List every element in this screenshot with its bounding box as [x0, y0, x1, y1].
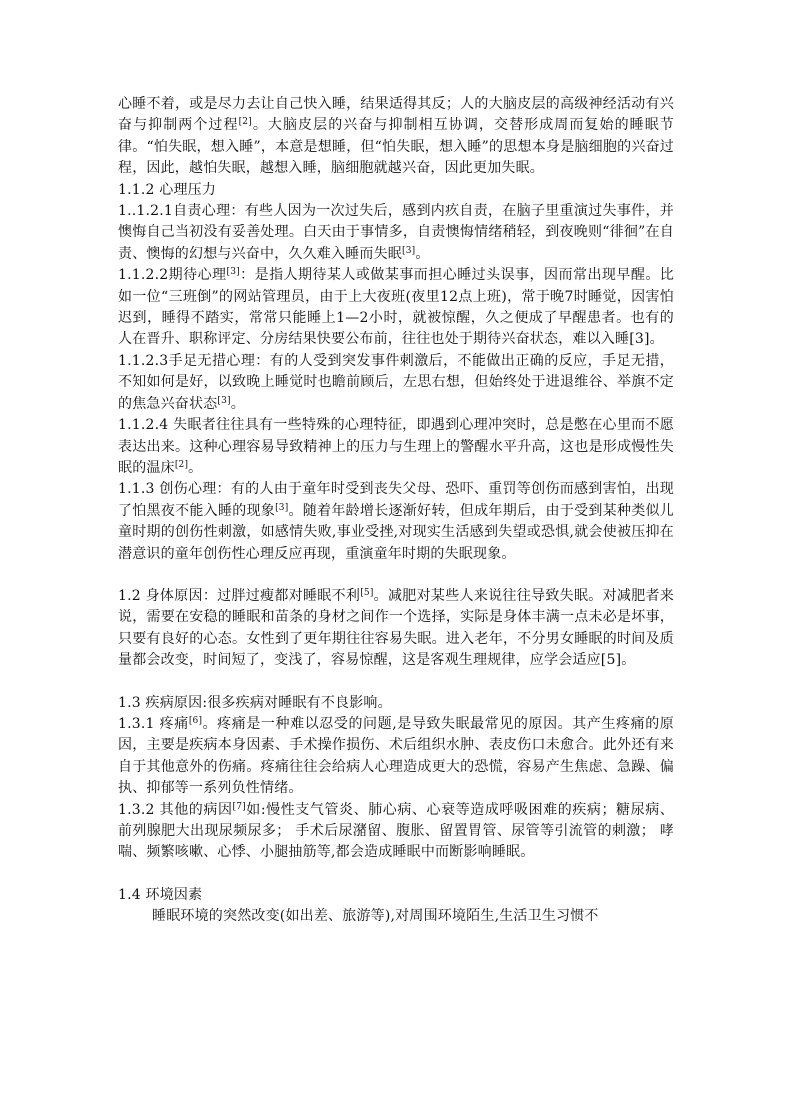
paragraph-text: 1.3.2 其他的病因 [118, 801, 233, 818]
citation-ref: [2] [174, 459, 189, 470]
citation-ref: [3] [402, 245, 416, 256]
citation-ref: [3] [275, 502, 289, 513]
paragraph-text: 1.1.3 创伤心理：有的人由于童年时受到丧失父母、恐吓、重罚等创伤而感到害怕，出现了怕黑夜不能入睡的现象 [118, 481, 674, 519]
paragraph-1-1-2-1 [118, 201, 674, 265]
paragraph-tail: 。疼痛是一种难以忍受的问题,是导致失眠最常见的原因。其产生疼痛的原因，主要是疾病本身因素、手术操作损伤、术后组织水肿、表皮伤口未愈合。此外还有来自于其他意外的伤痛。疼痛往往会给病人心理造成更大的恐慌，容易产生焦虑、急躁、偏执、抑郁等一系列负性情绪。 [118, 715, 674, 797]
paragraph-text: 1.1.2.2期待心理 [118, 267, 227, 284]
paragraph-gap [118, 864, 674, 885]
paragraph-intro [118, 94, 674, 180]
paragraph-tail: 。减肥对某些人来说往往导致失眠。对减肥者来说，需要在安稳的睡眠和苗条的身材之间作一个选择，实际是身体丰满一点未必是坏事，只要有良好的心态。女性到了更年期往往容易失眠。进入老年，不分男女睡眠的时间及质量都会改变，时间短了，变浅了，容易惊醒，这是客观生理规律，应学会适应[5]。 [118, 587, 675, 669]
paragraph-gap [118, 565, 674, 586]
paragraph-gap [118, 672, 674, 693]
paragraph-tail: ：是指人期待某人或做某事而担心睡过头误事，因而常出现早醒。比如一位“三班倒”的网站管理员，由于上大夜班(夜里12点上班)，常于晚7时睡觉，因害怕迟到，睡得不踏实，常常只能睡上1—2小时，就被惊醒，久之便成了早醒患者。也有的人在晋升、职称评定、分房结果快要公布前，往往也处于期待兴奋状态，难以入睡[3]。 [118, 267, 674, 348]
heading-1-3: 1.3 疾病原因:很多疾病对睡眠有不良影响。 [118, 694, 392, 711]
citation-ref: [6] [188, 715, 203, 726]
paragraph-tail: 。 [415, 245, 430, 262]
heading-1-1-2: 1.1.2 心理压力 [118, 181, 217, 198]
paragraph-1-1-2-4 [118, 415, 674, 479]
paragraph-text: 1.2 身体原因：过胖过瘦都对睡眠不利 [118, 587, 361, 604]
citation-ref: [3] [226, 267, 240, 278]
document-page [118, 94, 674, 928]
paragraph-1-4-body: 睡眠环境的突然改变(如出差、旅游等),对周围环境陌生,生活卫生习惯不 [152, 908, 599, 925]
paragraph-1-2 [118, 586, 674, 672]
paragraph-text: 1..1.2.1自责心理：有些人因为一次过失后，感到内疚自责，在脑子里重演过失事件，并懊悔自己当初没有妥善处理。白天由于事情多，自责懊悔情绪稍轻，到夜晚则“徘徊”在自责、懊悔的幻想与兴奋中，久久难入睡而失眠 [118, 203, 674, 262]
paragraph-1-3-1 [118, 714, 674, 800]
paragraph-text: 1.1.2.4 失眠者往往具有一些特殊的心理特征，即遇到心理冲突时，总是憋在心里而不愿表达出来。这种心理容易导致精神上的压力与生理上的警醒水平升高，这也是形成慢性失眠的温床 [118, 417, 674, 476]
paragraph-1-1-3 [118, 479, 674, 565]
paragraph-text: 1.1.2.3手足无措心理：有的人受到突发事件刺激后，不能做出正确的反应，手足无措，不知如何是好，以致晚上睡觉时也瞻前顾后，左思右想，但始终处于进退维谷、举旗不定的焦急兴奋状态 [118, 352, 674, 412]
citation-ref: [5] [360, 587, 374, 598]
paragraph-tail: 。 [188, 459, 203, 476]
heading-1-4: 1.4 环境因素 [118, 886, 203, 903]
paragraph-tail: 。随着年龄增长逐渐好转，但成年期后，由于受到某种类似儿童时期的创伤性刺激，如感情失败,事业受挫,对现实生活感到失望或恐惧,就会使被压抑在潜意识的童年创伤性心理反应再现，重演童年时期的失眠现象。 [118, 502, 674, 562]
paragraph-tail: 。 [230, 395, 245, 412]
paragraph-tail: 如:慢性支气管炎、肺心病、心衰等造成呼吸困难的疾病；糖尿病、前列腺肥大出现尿频尿多； 手术后尿潴留、腹胀、留置胃管、尿管等引流管的刺激； 哮喘、频繁咳嗽、心悸、小腿抽筋等,都会造成睡眠中而断影响睡眠。 [118, 801, 674, 861]
paragraph-1-3-2 [118, 800, 674, 864]
paragraph-text: 心睡不着，或是尽力去让自己快入睡，结果适得其反；人的大脑皮层的高级神经活动有兴奋与抑制两个过程 [118, 96, 674, 134]
paragraph-1-1-2-3 [118, 351, 674, 415]
citation-ref: [7] [232, 801, 246, 812]
citation-ref: [3] [217, 395, 231, 406]
citation-ref: [2] [238, 117, 252, 128]
paragraph-tail: 。大脑皮层的兴奋与抑制相互协调，交替形成周而复始的睡眠节律。“怕失眠，想入睡”，本意是想睡，但“怕失眠，想入睡”的思想本身是脑细胞的兴奋过程，因此，越怕失眠，越想入睡，脑细胞就越兴奋，因此更加失眠。 [118, 117, 674, 177]
paragraph-1-1-2-2 [118, 265, 674, 351]
paragraph-text: 1.3.1 疼痛 [118, 715, 189, 732]
